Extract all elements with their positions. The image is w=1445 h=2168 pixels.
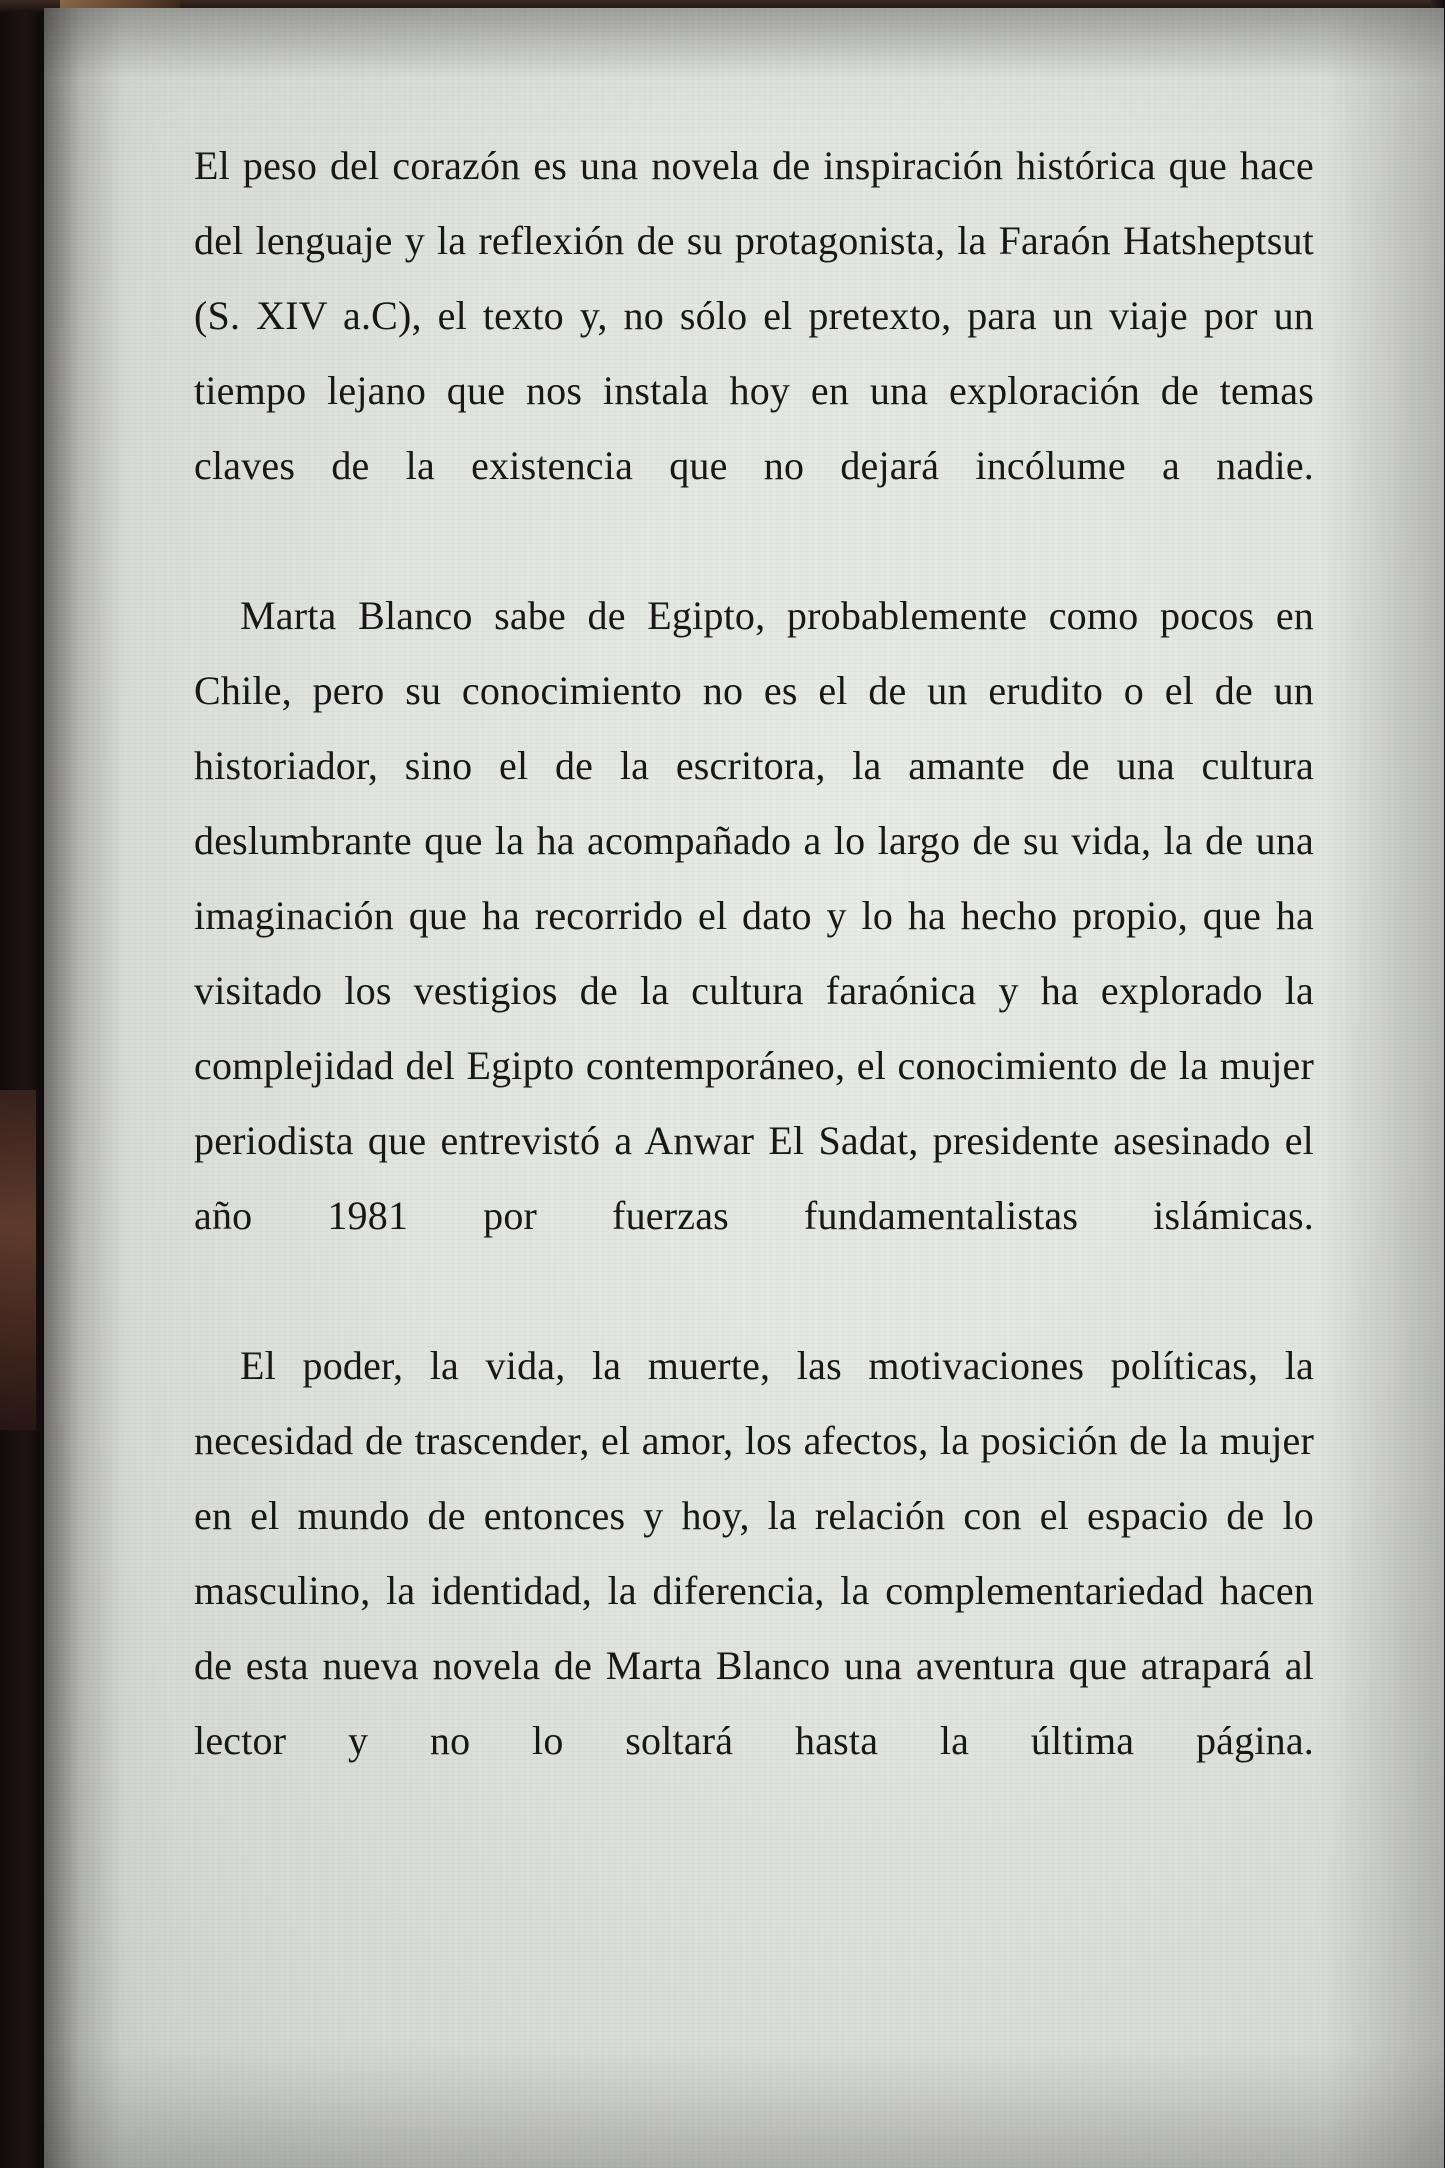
page-bottom-shadow <box>44 2048 1444 2168</box>
paragraph-2: Marta Blanco sabe de Egipto, probablemente como pocos en Chile, pero su conocimiento no es el de un erudito o el de un historiador, sino el de la escritora, la amante de una cultura deslumbrante que la ha acompañado a lo largo de su vida, la de una imaginación que ha recorrido el dato y lo ha hecho propio, que ha visitado los vestigios de la cultura faraónica y ha explorado la complejidad del Egipto contemporáneo, el conocimiento de la mujer periodista que entrevistó a Anwar El Sadat, presidente asesinado el año 1981 por fuerzas fundamentalistas islámicas. <box>194 593 1314 1238</box>
paragraph-1: El peso del corazón es una novela de inspiración histórica que hace del lenguaje y la reflexión de su protagonista, la Faraón Hatsheptsut (S. XIV a.C), el texto y, no sólo el pretexto, para un viaje por un tiempo lejano que nos instala hoy en una exploración de temas claves de la existencia que no dejará incólume a nadie. <box>194 143 1314 488</box>
book-page <box>44 8 1444 2168</box>
page-top-shadow <box>44 8 1444 78</box>
book-cover-sliver-left <box>0 1090 36 1430</box>
page-right-shadow <box>1324 8 1444 2168</box>
page-gutter-shadow <box>44 8 124 2168</box>
page-text-block <box>194 128 1314 1853</box>
paragraph-3: El poder, la vida, la muerte, las motivaciones políticas, la necesidad de trascender, el amor, los afectos, la posición de la mujer en el mundo de entonces y hoy, la relación con el espacio de lo masculino, la identidad, la diferencia, la complementariedad hacen de esta nueva novela de Marta Blanco una aventura que atrapará al lector y no lo soltará hasta la última página. <box>194 1343 1314 1763</box>
